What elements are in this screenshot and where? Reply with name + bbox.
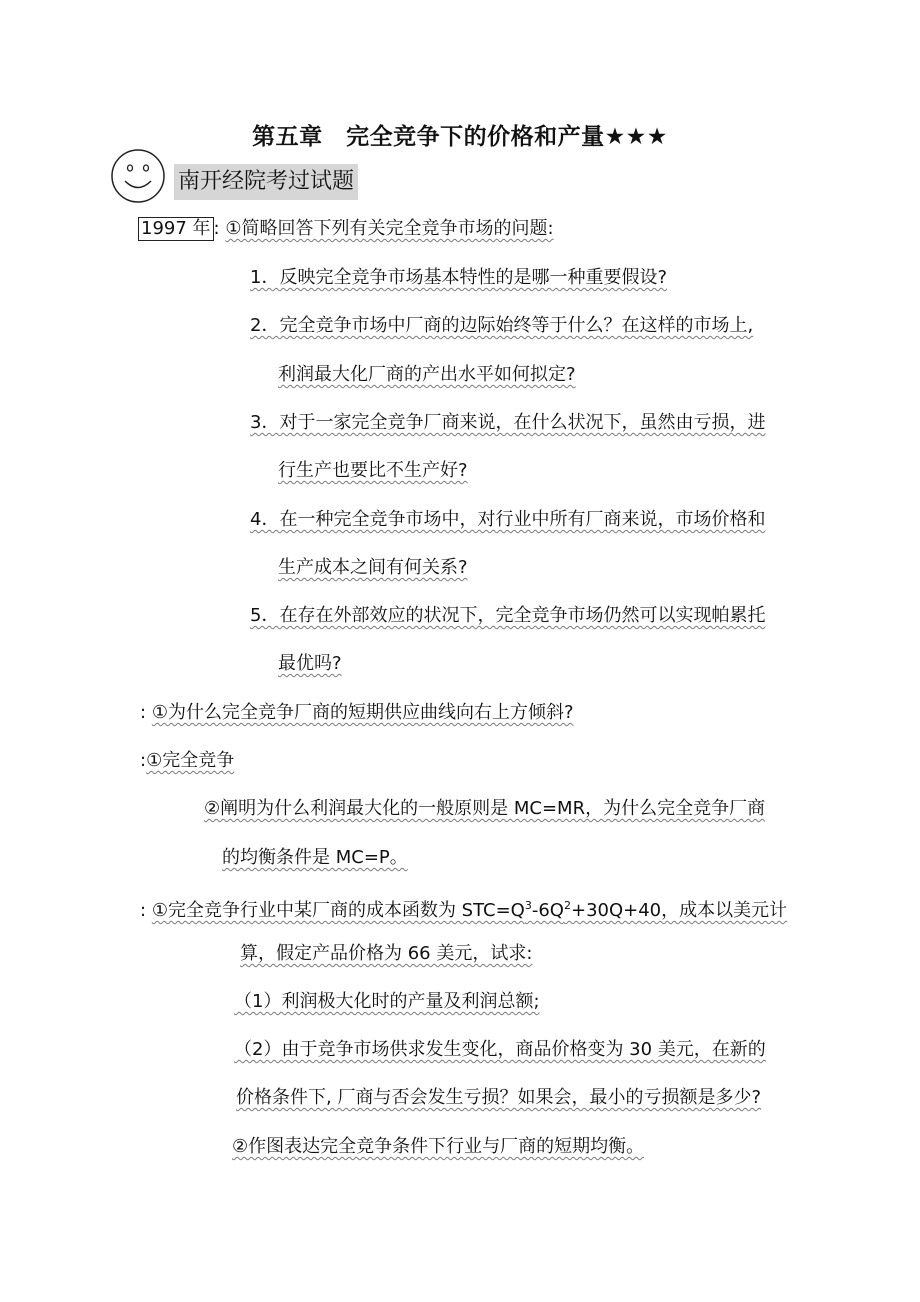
y1997-intro-line: [138, 216, 554, 242]
block4-subquestion-2-line-1: （2）由于竞争市场供求发生变化，商品价格变为 30 美元，在新的: [234, 1039, 766, 1060]
block3-item-2-line-1: ②阐明为什么利润最大化的一般原则是 MC=MR，为什么完全竞争厂商: [204, 798, 766, 819]
question-2-line-2: 利润最大化厂商的产出水平如何拟定?: [278, 364, 576, 385]
block4-subquestion-2-line-2: 价格条件下, 厂商与否会发生亏损？如果会，最小的亏损额是多少?: [236, 1087, 761, 1108]
block3-item-2-line-2: 的均衡条件是 MC=P。: [222, 847, 408, 868]
question-3-line-2: 行生产也要比不生产好?: [278, 460, 468, 481]
question-1: 1．反映完全竞争市场基本特性的是哪一种重要假设?: [250, 267, 668, 288]
cost-function-part-2: -6Q: [531, 900, 564, 921]
chapter-title: 第五章 完全竞争下的价格和产量★★★: [252, 124, 668, 150]
block3-prefix: :: [140, 750, 147, 771]
block2-line: [140, 700, 574, 726]
block4-item-2: ②作图表达完全竞争条件下行业与厂商的短期均衡。: [232, 1136, 645, 1157]
exponent-2: 2: [563, 899, 571, 912]
question-5-line-1: 5．在存在外部效应的状况下，完全竞争市场仍然可以实现帕累托: [250, 605, 766, 626]
block4-subquestion-1: （1）利润极大化时的产量及利润总额;: [234, 991, 540, 1012]
block4-item-1-line-2: 算，假定产品价格为 66 美元，试求:: [240, 943, 533, 964]
year-colon: :: [213, 218, 220, 239]
question-2-line-1: 2．完全竞争市场中厂商的边际始终等于什么？在这样的市场上,: [250, 315, 754, 336]
block3-line-1: [140, 748, 234, 774]
block4-line-1: [140, 893, 787, 924]
block2-question: ①为什么完全竞争厂商的短期供应曲线向右上方倾斜?: [151, 702, 574, 723]
question-4-line-1: 4．在一种完全竞争市场中，对行业中所有厂商来说，市场价格和: [250, 509, 766, 530]
cost-function-part-3: +30Q+40，成本以美元计: [570, 900, 788, 921]
cost-function-part-1: ①完全竞争行业中某厂商的成本函数为 STC=Q: [151, 900, 525, 921]
block2-prefix: :: [140, 702, 147, 723]
question-5-line-2: 最优吗?: [278, 653, 342, 674]
y1997-intro: ①简略回答下列有关完全竞争市场的问题:: [225, 218, 554, 239]
question-3-line-1: 3．对于一家完全竞争厂商来说，在什么状况下，虽然由亏损，进: [250, 412, 766, 433]
section-subtitle: 南开经院考过试题: [174, 164, 358, 200]
block4-item-1: [152, 900, 787, 921]
exponent-3: 3: [524, 899, 532, 912]
year-label: 1997 年: [138, 217, 214, 241]
smiley-face-icon: [110, 148, 166, 204]
question-4-line-2: 生产成本之间有何关系?: [278, 557, 468, 578]
block3-item-1: ①完全竞争: [146, 750, 235, 771]
block4-prefix: :: [140, 900, 147, 921]
